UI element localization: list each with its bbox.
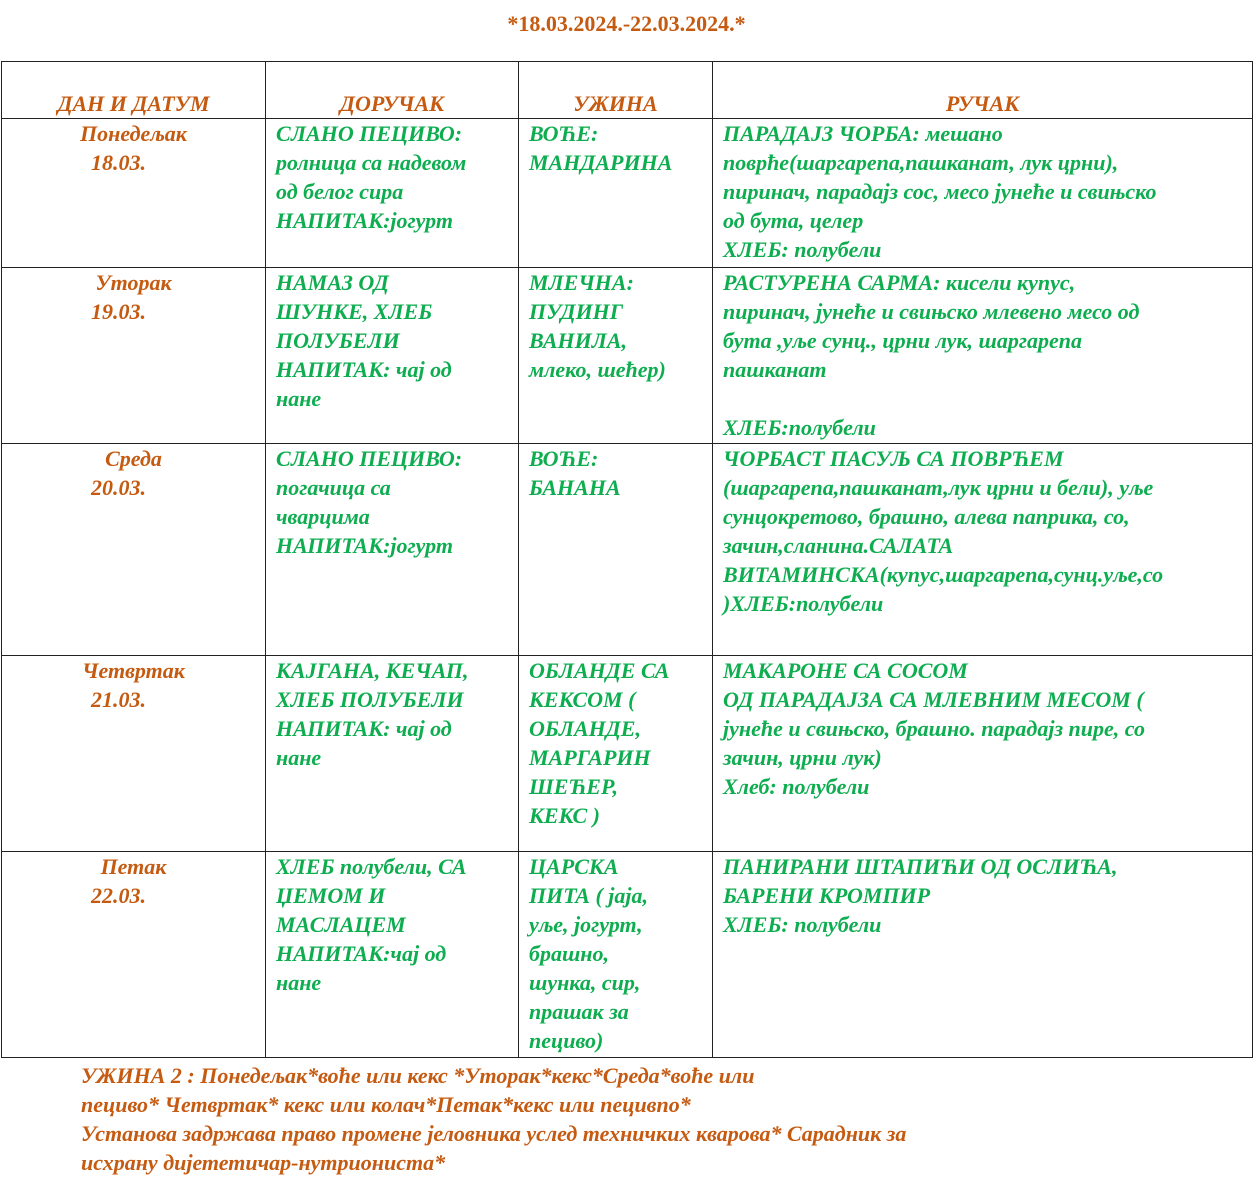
menu-title: *18.03.2024.-22.03.2024.*: [507, 11, 746, 36]
snack-cell: МЛЕЧНА: ПУДИНГ ВАНИЛА, млеко, шећер): [519, 268, 713, 444]
column-header-snack: УЖИНА: [519, 62, 713, 119]
footer-line: исхрану дијететичар-нутриониста*: [81, 1150, 446, 1175]
day-date: 21.03.: [91, 687, 146, 712]
table-row-wednesday: [2, 444, 1253, 656]
day-date: 22.03.: [91, 883, 146, 908]
footer-line: пециво* Четвртак* кекс или колач*Петак*кекс или пецивпо*: [81, 1092, 691, 1117]
footer-notes: [81, 1061, 1241, 1177]
snack-cell: ЦАРСКА ПИТА ( јаја, уље, јогурт, брашно, шунка, сир, прашак за пециво): [519, 852, 713, 1058]
table-row-monday: [2, 119, 1253, 268]
day-name: Среда: [105, 446, 162, 471]
day-cell: [2, 119, 266, 268]
table-header-row: [2, 62, 1253, 119]
day-cell: [2, 852, 266, 1058]
breakfast-cell: ХЛЕБ полубели, СА ЏЕМОМ И МАСЛАЦЕМ НАПИТАК:чај од нане: [266, 852, 519, 1058]
day-name: Уторак: [95, 270, 172, 295]
breakfast-cell: СЛАНО ПЕЦИВО: погачица са чварцима НАПИТАК:јогурт: [266, 444, 519, 656]
snack-cell: ОБЛАНДЕ СА КЕКСОМ ( ОБЛАНДЕ, МАРГАРИН ШЕЋЕР, КЕКС ): [519, 656, 713, 852]
breakfast-cell: СЛАНО ПЕЦИВО: ролница са надевом од белог сира НАПИТАК:јогурт: [266, 119, 519, 268]
column-header-day: ДАН И ДАТУМ: [2, 62, 266, 119]
breakfast-cell: НАМАЗ ОД ШУНКЕ, ХЛЕБ ПОЛУБЕЛИ НАПИТАК: чај од нане: [266, 268, 519, 444]
snack-cell: ВОЋЕ: МАНДАРИНА: [519, 119, 713, 268]
column-header-lunch: РУЧАК: [713, 62, 1253, 119]
column-header-breakfast: ДОРУЧАК: [266, 62, 519, 119]
day-date: 19.03.: [91, 299, 146, 324]
lunch-cell: ЧОРБАСТ ПАСУЉ СА ПОВРЋЕМ (шаргарепа,пашканат,лук црни и бели), уље сунцокретово, брашно, алева паприка, со, зачин,сланина.САЛАТА ВИТАМИНСКА(купус,шаргарепа,сунц.уље,со )ХЛЕБ:полубели: [713, 444, 1253, 656]
footer-line: УЖИНА 2 : Понедељак*воће или кекс *Уторак*кекс*Среда*воће или: [81, 1063, 755, 1088]
lunch-cell: РАСТУРЕНА САРМА: кисели купус, пиринач, јунеће и свињско млевено месо од бута ,уље сунц., црни лук, шаргарепа пашканат ХЛЕБ:полубели: [713, 268, 1253, 444]
table-row-thursday: [2, 656, 1253, 852]
table-row-tuesday: [2, 268, 1253, 444]
footer-line: Установа задржава право промене јеловника услед техничких кварова* Сарадник за: [81, 1121, 907, 1146]
table-row-friday: [2, 852, 1253, 1058]
day-cell: [2, 444, 266, 656]
day-date: 18.03.: [91, 150, 146, 175]
day-name: Петак: [100, 854, 167, 879]
lunch-cell: ПАРАДАЈЗ ЧОРБА: мешано поврће(шаргарепа,пашканат, лук црни), пиринач, парадајз сос, месо јунеће и свињско од бута, целер ХЛЕБ: полубели: [713, 119, 1253, 268]
day-cell: [2, 268, 266, 444]
breakfast-cell: КАЈГАНА, КЕЧАП, ХЛЕБ ПОЛУБЕЛИ НАПИТАК: чај од нане: [266, 656, 519, 852]
snack-cell: ВОЋЕ: БАНАНА: [519, 444, 713, 656]
day-cell: [2, 656, 266, 852]
day-date: 20.03.: [91, 475, 146, 500]
day-name: Четвртак: [82, 658, 185, 683]
lunch-cell: МАКАРОНЕ СА СОСОМ ОД ПАРАДАЈЗА СА МЛЕВНИМ МЕСОМ ( јунеће и свињско, брашно. парадајз пире, со зачин, црни лук) Хлеб: полубели: [713, 656, 1253, 852]
weekly-menu-table: [1, 61, 1253, 1058]
day-name: Понедељак: [80, 121, 187, 146]
lunch-cell: ПАНИРАНИ ШТАПИЋИ ОД ОСЛИЋА, БАРЕНИ КРОМПИР ХЛЕБ: полубели: [713, 852, 1253, 1058]
